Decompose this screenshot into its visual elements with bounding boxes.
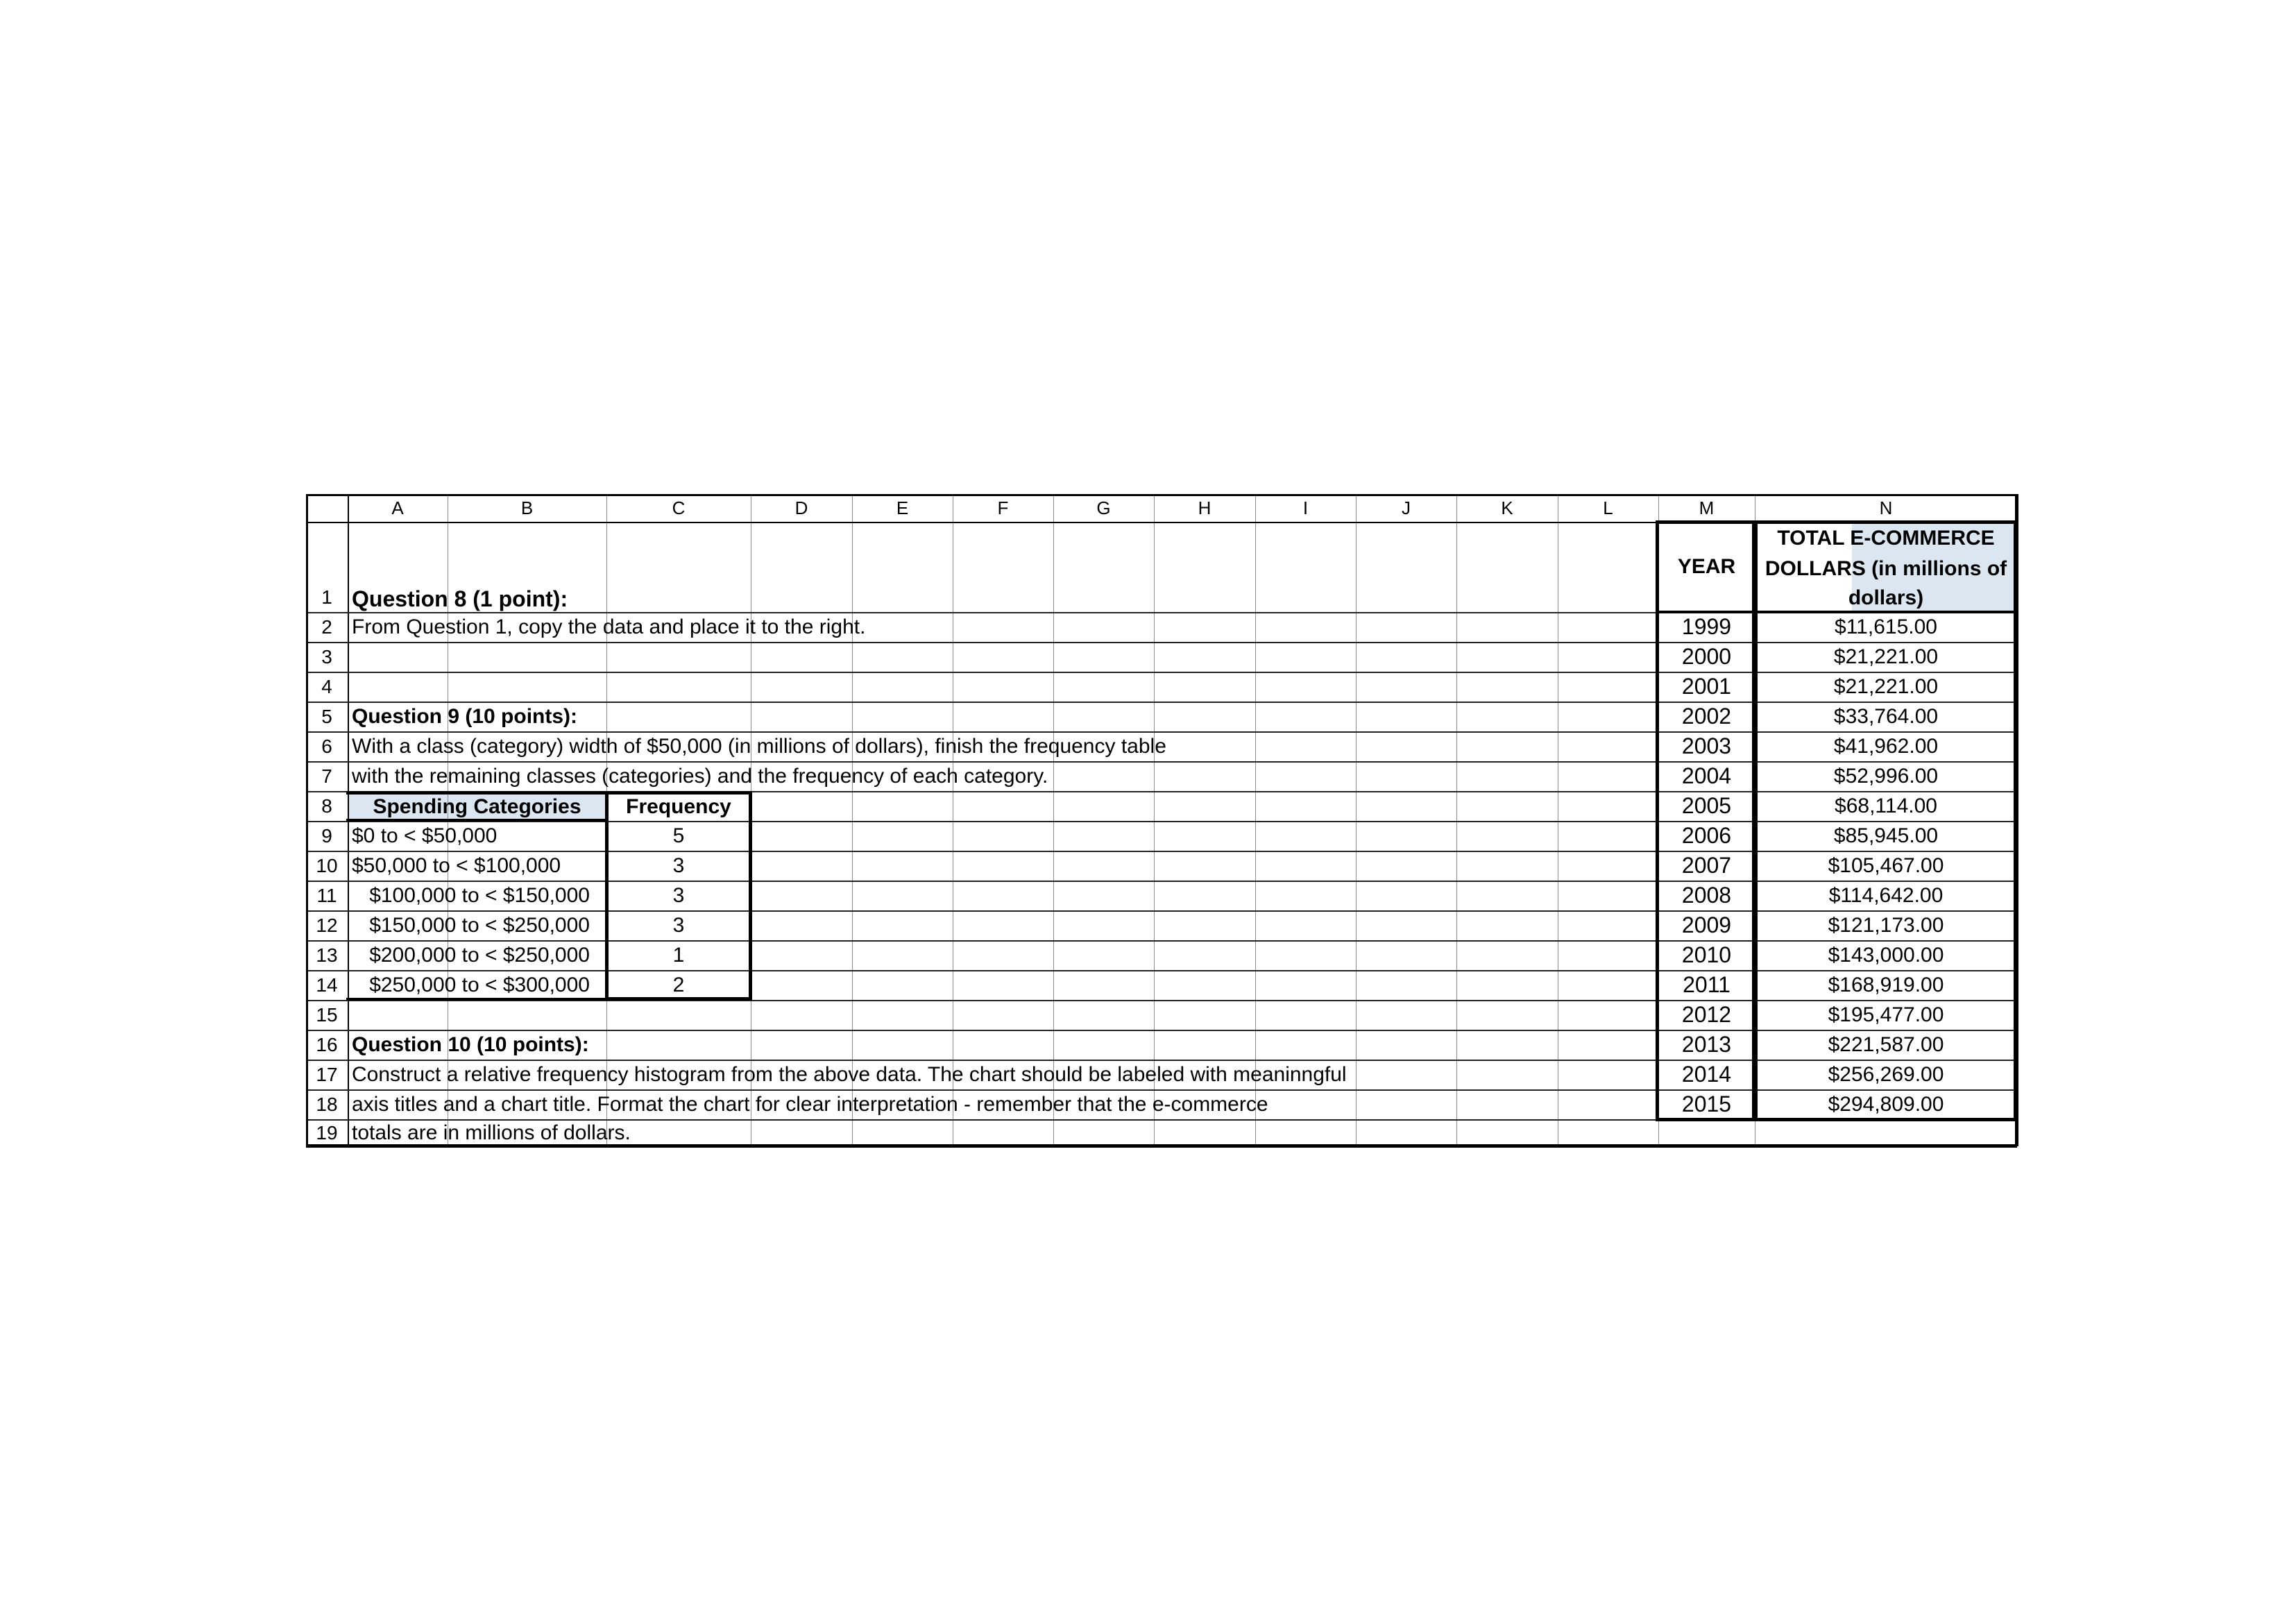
year-cell[interactable]: 2004 — [1681, 763, 1732, 788]
grid-column-line — [852, 494, 853, 1146]
total-cell[interactable]: $256,269.00 — [1828, 1062, 1944, 1086]
col-header-e[interactable]: E — [896, 497, 909, 518]
question10-line2[interactable]: axis titles and a chart title. Format the chart for clear interpretation - remember that the e-commerce — [352, 1092, 1268, 1116]
frequency-category-6[interactable]: $250,000 to < $300,000 — [369, 973, 590, 996]
question8-instruction[interactable]: From Question 1, copy the data and place it to the right. — [352, 615, 866, 638]
col-header-a[interactable]: A — [391, 497, 404, 518]
question9-line2[interactable]: with the remaining classes (categories) and the frequency of each category. — [352, 764, 1048, 788]
frequency-category-3[interactable]: $100,000 to < $150,000 — [369, 883, 590, 907]
year-cell[interactable]: 2007 — [1681, 853, 1732, 878]
year-cell[interactable]: 2014 — [1681, 1062, 1732, 1087]
col-header-m[interactable]: M — [1699, 497, 1715, 518]
total-cell[interactable]: $85,945.00 — [1833, 824, 1939, 847]
year-header[interactable]: YEAR — [1677, 555, 1736, 578]
year-cell[interactable]: 1999 — [1681, 614, 1732, 639]
row-header-15[interactable]: 15 — [316, 1003, 338, 1026]
total-cell[interactable]: $105,467.00 — [1828, 853, 1944, 877]
year-cell[interactable]: 2012 — [1681, 1002, 1732, 1027]
row-header-2[interactable]: 2 — [321, 615, 332, 638]
row-header-9[interactable]: 9 — [321, 824, 332, 847]
frequency-value-2[interactable]: 3 — [672, 853, 685, 877]
year-cell[interactable]: 2006 — [1681, 823, 1732, 848]
frequency-category-5[interactable]: $200,000 to < $250,000 — [369, 943, 590, 967]
frequency-value-1[interactable]: 5 — [672, 824, 685, 847]
col-header-g[interactable]: G — [1096, 497, 1111, 518]
year-cell[interactable]: 2008 — [1681, 883, 1732, 908]
category-header-border-bottom — [346, 819, 608, 822]
col-header-i[interactable]: I — [1302, 497, 1309, 518]
col-header-n[interactable]: N — [1879, 497, 1893, 518]
total-cell[interactable]: $41,962.00 — [1833, 734, 1939, 758]
col-header-l[interactable]: L — [1603, 497, 1613, 518]
grid-column-line — [1356, 494, 1357, 1146]
total-cell[interactable]: $33,764.00 — [1833, 704, 1939, 728]
question10-line1[interactable]: Construct a relative frequency histogram from the above data. The chart should be labeled with meaninngful — [352, 1062, 1347, 1086]
question8-title[interactable]: Question 8 (1 point): — [352, 586, 568, 611]
grid-column-line — [1456, 494, 1457, 1146]
year-cell[interactable]: 2005 — [1681, 793, 1732, 818]
row-header-16[interactable]: 16 — [316, 1033, 338, 1055]
total-cell[interactable]: $221,587.00 — [1828, 1033, 1944, 1056]
question9-line1[interactable]: With a class (category) width of $50,000 (in millions of dollars), finish the frequency table — [352, 734, 1166, 758]
year-cell[interactable]: 2010 — [1681, 942, 1732, 967]
row-header-17[interactable]: 17 — [316, 1063, 338, 1085]
frequency-table-header-frequency[interactable]: Frequency — [626, 795, 731, 818]
col-header-c[interactable]: C — [672, 497, 686, 518]
col-header-d[interactable]: D — [794, 497, 808, 518]
grid-column-line — [1255, 494, 1256, 1146]
grid-column-line — [1053, 494, 1054, 1146]
total-cell[interactable]: $52,996.00 — [1833, 764, 1939, 788]
row-header-11[interactable]: 11 — [316, 884, 337, 906]
total-cell[interactable]: $68,114.00 — [1835, 794, 1937, 817]
frequency-category-2[interactable]: $50,000 to < $100,000 — [352, 853, 561, 877]
year-cell[interactable]: 2009 — [1681, 912, 1732, 937]
spreadsheet — [306, 494, 2017, 1146]
year-cell[interactable]: 2003 — [1681, 733, 1732, 758]
total-cell[interactable]: $114,642.00 — [1828, 883, 1944, 907]
row-header-1[interactable]: 1 — [321, 586, 332, 608]
row-header-7[interactable]: 7 — [321, 765, 332, 787]
row-header-10[interactable]: 10 — [316, 854, 338, 876]
col-header-b[interactable]: B — [520, 497, 534, 518]
total-cell[interactable]: $195,477.00 — [1828, 1003, 1944, 1026]
frequency-value-5[interactable]: 1 — [672, 943, 685, 967]
col-header-f[interactable]: F — [997, 497, 1009, 518]
year-cell[interactable]: 2000 — [1681, 644, 1732, 669]
year-cell[interactable]: 2015 — [1681, 1091, 1732, 1116]
col-header-k[interactable]: K — [1501, 497, 1513, 518]
frequency-table-header-category[interactable]: Spending Categories — [373, 795, 581, 818]
grid-column-line — [2017, 494, 2018, 1146]
grid-row-line — [306, 1146, 2017, 1148]
total-cell[interactable]: $168,919.00 — [1828, 973, 1944, 996]
frequency-value-4[interactable]: 3 — [672, 913, 685, 937]
question10-line3[interactable]: totals are in millions of dollars. — [352, 1121, 631, 1144]
total-cell[interactable]: $143,000.00 — [1828, 943, 1944, 967]
total-header-line3[interactable]: dollars) — [1848, 586, 1924, 609]
total-cell[interactable]: $294,809.00 — [1828, 1092, 1944, 1116]
row-header-12[interactable]: 12 — [316, 914, 338, 936]
row-header-6[interactable]: 6 — [321, 735, 332, 757]
year-cell[interactable]: 2001 — [1681, 674, 1732, 699]
frequency-value-3[interactable]: 3 — [672, 883, 685, 907]
total-cell[interactable]: $21,221.00 — [1833, 645, 1939, 668]
col-header-j[interactable]: J — [1402, 497, 1411, 518]
total-cell[interactable]: $21,221.00 — [1833, 674, 1939, 698]
question10-title[interactable]: Question 10 (10 points): — [352, 1033, 589, 1056]
category-header-border-top — [346, 791, 608, 794]
total-cell[interactable]: $11,615.00 — [1835, 615, 1937, 638]
row-header-4[interactable]: 4 — [321, 675, 332, 697]
category-border-bottom — [346, 998, 608, 1001]
row-header-18[interactable]: 18 — [316, 1093, 338, 1115]
frequency-category-1[interactable]: $0 to < $50,000 — [352, 824, 498, 847]
frequency-value-6[interactable]: 2 — [672, 973, 685, 996]
row-header-13[interactable]: 13 — [316, 944, 338, 966]
total-header-line1[interactable]: TOTAL E-COMMERCE — [1777, 527, 1995, 550]
row-header-3[interactable]: 3 — [321, 645, 332, 668]
year-cell[interactable]: 2013 — [1681, 1032, 1732, 1057]
frequency-category-4[interactable]: $150,000 to < $250,000 — [369, 913, 590, 937]
row-header-19[interactable]: 19 — [316, 1121, 338, 1144]
grid-column-line — [1154, 494, 1155, 1146]
year-cell[interactable]: 2002 — [1681, 704, 1732, 729]
total-header-line2[interactable]: DOLLARS (in millions of — [1764, 557, 2007, 580]
total-cell[interactable]: $121,173.00 — [1828, 913, 1944, 937]
row-header-14[interactable]: 14 — [316, 974, 338, 996]
ecommerce-header-border-bottom — [1656, 611, 2017, 613]
col-header-h[interactable]: H — [1198, 497, 1211, 518]
year-cell[interactable]: 2011 — [1683, 972, 1730, 997]
row-header-8[interactable]: 8 — [321, 794, 332, 817]
row-header-5[interactable]: 5 — [321, 705, 332, 727]
question9-title[interactable]: Question 9 (10 points): — [352, 704, 578, 728]
